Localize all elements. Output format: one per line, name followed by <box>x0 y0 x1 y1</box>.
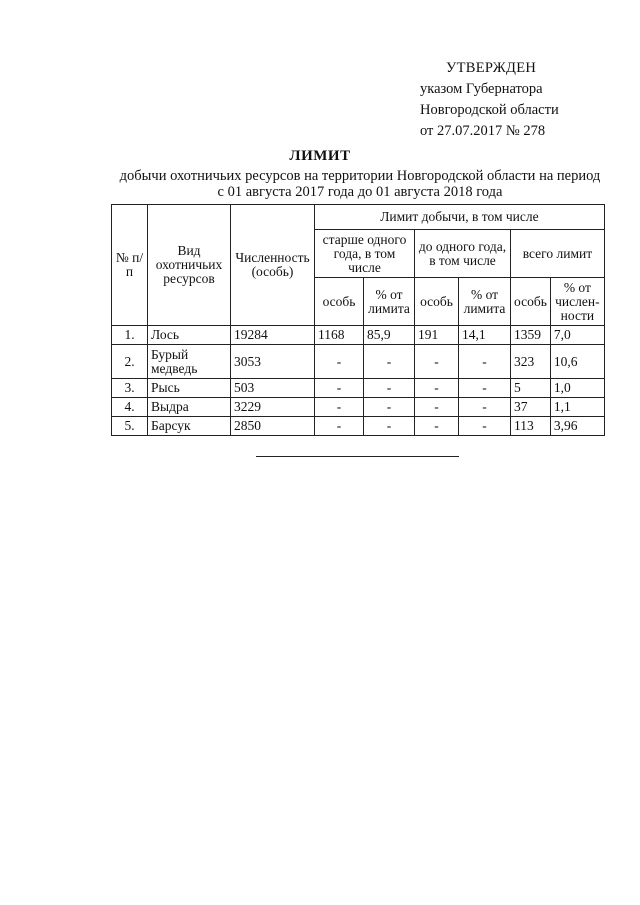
cell-older-n: - <box>315 398 364 417</box>
table-row <box>112 326 605 345</box>
cell-older-n: - <box>315 345 364 379</box>
cell-total-pct: 7,0 <box>550 326 604 345</box>
approval-block <box>420 58 559 142</box>
approval-line-3: от 27.07.2017 № 278 <box>420 123 546 139</box>
cell-younger-pct: - <box>459 379 511 398</box>
cell-population: 503 <box>231 379 315 398</box>
cell-num: 3. <box>112 379 148 398</box>
table-row <box>112 379 605 398</box>
approval-heading: УТВЕРЖДЕН <box>446 60 537 76</box>
cell-num: 1. <box>112 326 148 345</box>
document-title: ЛИМИТ <box>289 148 351 164</box>
cell-younger-pct: - <box>459 398 511 417</box>
cell-population: 19284 <box>231 326 315 345</box>
cell-older-pct: - <box>364 345 415 379</box>
cell-species: Рысь <box>148 379 231 398</box>
cell-younger-n: - <box>415 417 459 436</box>
cell-older-pct: - <box>364 379 415 398</box>
cell-num: 4. <box>112 398 148 417</box>
cell-younger-n: - <box>415 398 459 417</box>
cell-total-n: 323 <box>511 345 551 379</box>
cell-species: Лось <box>148 326 231 345</box>
approval-line-2: Новгородской области <box>420 102 559 118</box>
header-younger: до одного года, в том числе <box>415 230 511 278</box>
header-older-pct: % от лимита <box>364 278 415 326</box>
approval-line-1: указом Губернатора <box>420 81 543 97</box>
cell-total-n: 5 <box>511 379 551 398</box>
table-row <box>112 417 605 436</box>
header-num: № п/п <box>112 205 148 326</box>
cell-species: Бурый медведь <box>148 345 231 379</box>
header-older: старше одного года, в том числе <box>315 230 415 278</box>
header-population: Численность (особь) <box>231 205 315 326</box>
header-species: Вид охотничьих ресурсов <box>148 205 231 326</box>
table-row <box>112 398 605 417</box>
cell-population: 3053 <box>231 345 315 379</box>
header-total: всего лимит <box>511 230 605 278</box>
cell-older-n: 1168 <box>315 326 364 345</box>
cell-num: 2. <box>112 345 148 379</box>
cell-younger-pct: - <box>459 345 511 379</box>
subtitle-line-1: добычи охотничьих ресурсов на территории Новгородской области на период <box>119 168 601 184</box>
end-divider <box>256 456 459 457</box>
header-limit-group: Лимит добычи, в том числе <box>315 205 605 230</box>
subtitle-line-2: с 01 августа 2017 года до 01 августа 2018 года <box>217 184 503 200</box>
cell-population: 2850 <box>231 417 315 436</box>
header-total-individuals: особь <box>511 278 551 326</box>
cell-species: Барсук <box>148 417 231 436</box>
cell-younger-pct: 14,1 <box>459 326 511 345</box>
cell-older-n: - <box>315 379 364 398</box>
cell-num: 5. <box>112 417 148 436</box>
cell-total-n: 1359 <box>511 326 551 345</box>
header-younger-individuals: особь <box>415 278 459 326</box>
cell-population: 3229 <box>231 398 315 417</box>
cell-total-pct: 1,1 <box>550 398 604 417</box>
cell-younger-n: 191 <box>415 326 459 345</box>
cell-younger-pct: - <box>459 417 511 436</box>
cell-older-n: - <box>315 417 364 436</box>
document-subtitle <box>100 168 620 200</box>
cell-older-pct: - <box>364 398 415 417</box>
header-total-pct: % от числен-ности <box>550 278 604 326</box>
cell-younger-n: - <box>415 345 459 379</box>
cell-total-pct: 10,6 <box>550 345 604 379</box>
header-younger-pct: % от лимита <box>459 278 511 326</box>
limit-table <box>111 204 605 436</box>
cell-total-n: 37 <box>511 398 551 417</box>
cell-older-pct: 85,9 <box>364 326 415 345</box>
cell-total-n: 113 <box>511 417 551 436</box>
table-row <box>112 345 605 379</box>
cell-total-pct: 1,0 <box>550 379 604 398</box>
header-older-individuals: особь <box>315 278 364 326</box>
cell-younger-n: - <box>415 379 459 398</box>
cell-older-pct: - <box>364 417 415 436</box>
cell-total-pct: 3,96 <box>550 417 604 436</box>
cell-species: Выдра <box>148 398 231 417</box>
